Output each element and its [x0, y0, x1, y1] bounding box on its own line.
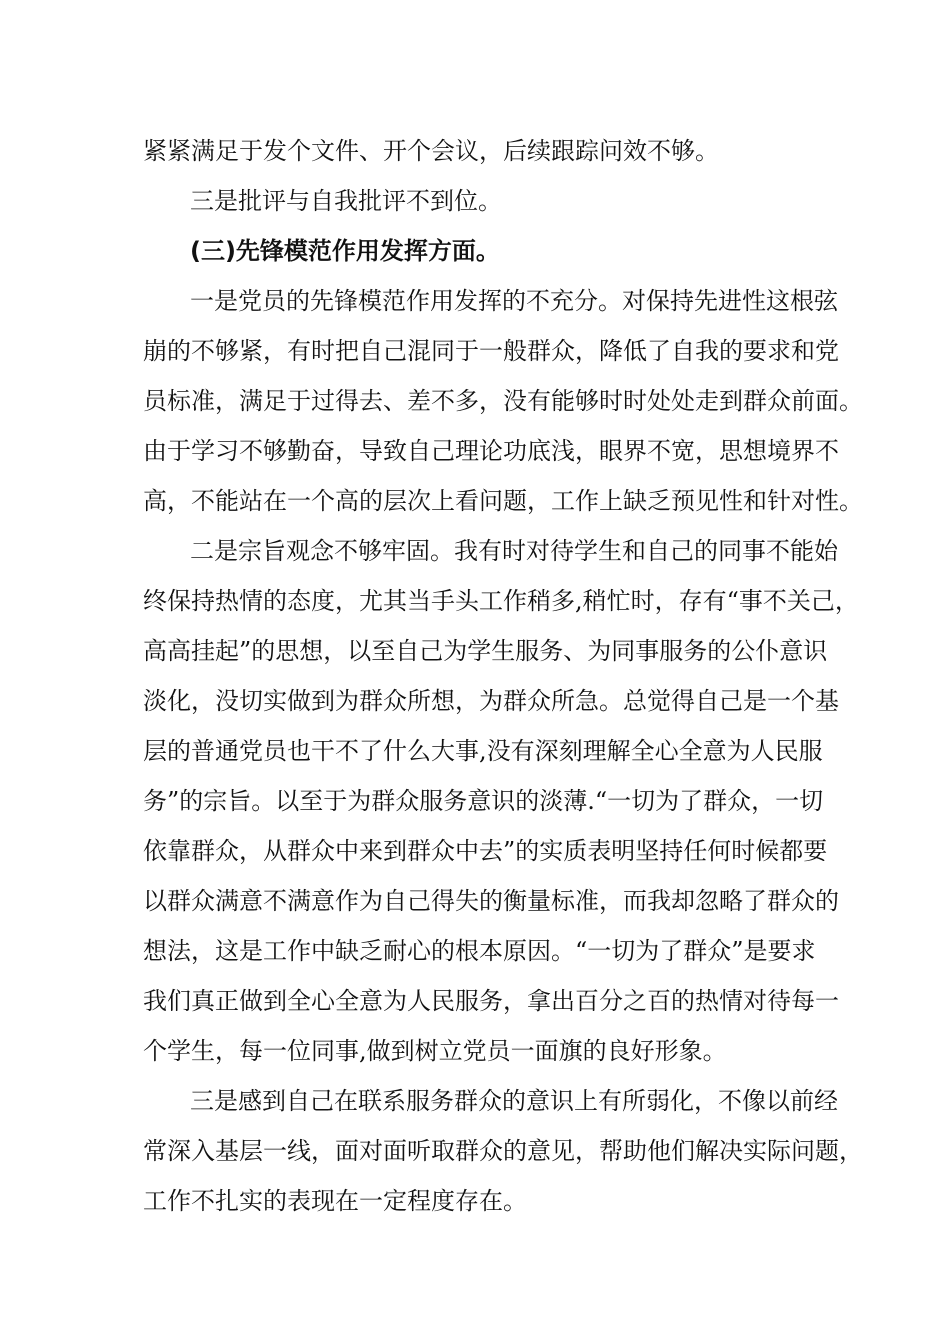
paragraph-2-line-10: 我们真正做到全心全意为人民服务，拿出百分之百的热情对待每一	[143, 987, 839, 1015]
paragraph-1-line-2: 崩的不够紧，有时把自己混同于一般群众，降低了自我的要求和党	[143, 337, 839, 365]
paragraph-2-line-2: 终保持热情的态度，尤其当手头工作稍多,稍忙时，存有“事不关己，	[143, 587, 859, 615]
paragraph-criticism-line: 三是批评与自我批评不到位。	[190, 187, 502, 215]
paragraph-1-line-5: 高，不能站在一个高的层次上看问题，工作上缺乏预见性和针对性。	[143, 487, 863, 515]
paragraph-continuation-line: 紧紧满足于发个文件、开个会议，后续跟踪问效不够。	[143, 137, 719, 165]
paragraph-2-line-7: 依靠群众，从群众中来到群众中去”的实质表明坚持任何时候都要	[143, 837, 828, 865]
paragraph-1-line-4: 由于学习不够勤奋，导致自己理论功底浅，眼界不宽，思想境界不	[143, 437, 839, 465]
paragraph-3-line-1: 三是感到自己在联系服务群众的意识上有所弱化，不像以前经	[190, 1087, 838, 1115]
paragraph-1-line-3: 员标准，满足于过得去、差不多，没有能够时时处处走到群众前面。	[143, 387, 863, 415]
section-heading: (三)先锋模范作用发挥方面。	[190, 237, 500, 265]
paragraph-2-line-1: 二是宗旨观念不够牢固。我有时对待学生和自己的同事不能始	[190, 537, 838, 565]
paragraph-2-line-8: 以群众满意不满意作为自己得失的衡量标准，而我却忽略了群众的	[143, 887, 839, 915]
paragraph-1-line-1: 一是党员的先锋模范作用发挥的不充分。对保持先进性这根弦	[190, 287, 838, 315]
paragraph-2-line-6: 务”的宗旨。以至于为群众服务意识的淡薄.“一切为了群众，一切	[143, 787, 824, 815]
paragraph-2-line-4: 淡化，没切实做到为群众所想，为群众所急。总觉得自己是一个基	[143, 687, 839, 715]
paragraph-2-line-9: 想法，这是工作中缺乏耐心的根本原因。“一切为了群众”是要求	[143, 937, 816, 965]
paragraph-3-line-2: 常深入基层一线，面对面听取群众的意见，帮助他们解决实际问题，	[143, 1137, 863, 1165]
paragraph-2-line-11: 个学生，每一位同事,做到树立党员一面旗的良好形象。	[143, 1037, 727, 1065]
paragraph-3-line-3: 工作不扎实的表现在一定程度存在。	[143, 1187, 527, 1215]
paragraph-2-line-5: 层的普通党员也干不了什么大事,没有深刻理解全心全意为人民服	[143, 737, 823, 765]
paragraph-2-line-3: 高高挂起”的思想，以至自己为学生服务、为同事服务的公仆意识	[143, 637, 828, 665]
